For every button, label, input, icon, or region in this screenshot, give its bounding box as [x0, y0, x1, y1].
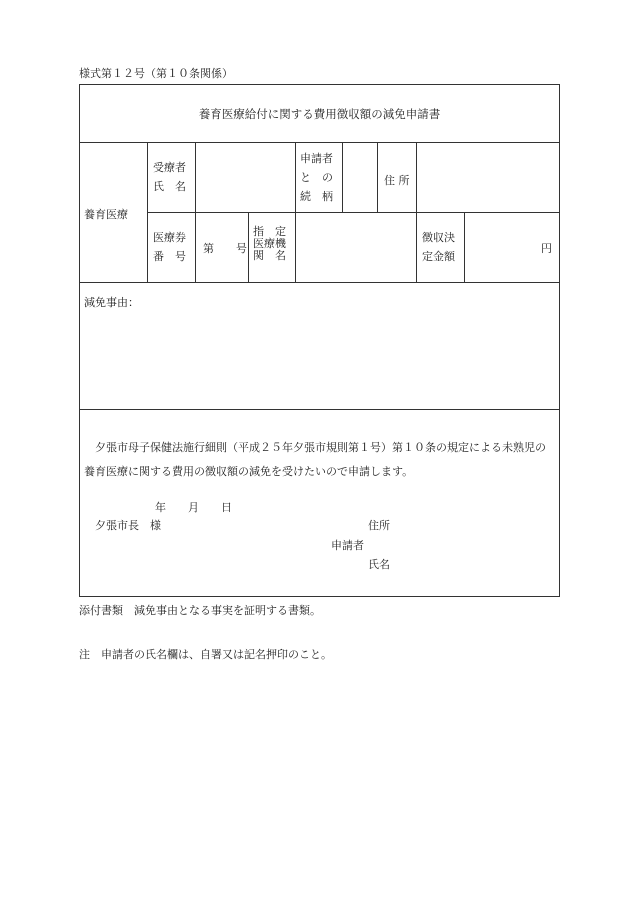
relation-label: 申請者 と の 続 柄: [300, 152, 333, 203]
date-line[interactable]: 年 月 日: [155, 501, 232, 514]
collection-amount-label: 徴収決 定金額: [422, 231, 455, 263]
ticket-number-value[interactable]: 第 号: [203, 242, 247, 255]
signature-note: 注 申請者の氏名欄は、自署又は記名押印のこと。: [79, 648, 332, 661]
patient-name-label: 受療者 氏 名: [153, 161, 186, 193]
address-label: 住 所: [384, 174, 410, 187]
ticket-number-label: 医療券 番 号: [153, 231, 186, 263]
applicant-name-label: 氏名: [368, 558, 390, 571]
address-field[interactable]: [418, 144, 558, 210]
section-label: 養育医療: [84, 208, 128, 221]
reduction-reason-label: 減免事由：: [84, 296, 139, 309]
applicant-label: 申請者: [331, 539, 364, 552]
form-title: 養育医療給付に関する費用徴収額の減免申請書: [198, 107, 441, 121]
declaration-text: 夕張市母子保健法施行細則（平成２５年夕張市規則第１号）第１０条の規定による未熟児の養育医療に関する費用の徴収額の減免を受けたいので申請します。: [84, 441, 546, 478]
yen-unit: 円: [541, 242, 552, 255]
relation-field[interactable]: [344, 144, 375, 210]
designated-institution-field[interactable]: [297, 214, 414, 280]
addressee: 夕張市長 様: [95, 519, 161, 532]
form-number: 様式第１２号（第１０条関係）: [79, 67, 233, 80]
applicant-address-label: 住所: [368, 519, 390, 532]
reduction-reason-field[interactable]: [81, 310, 558, 406]
designated-institution-label: 指 定 医療機 関 名: [253, 225, 286, 262]
attachment-note: 添付書類 減免事由となる事実を証明する書類。: [79, 604, 321, 617]
patient-name-field[interactable]: [197, 144, 293, 210]
